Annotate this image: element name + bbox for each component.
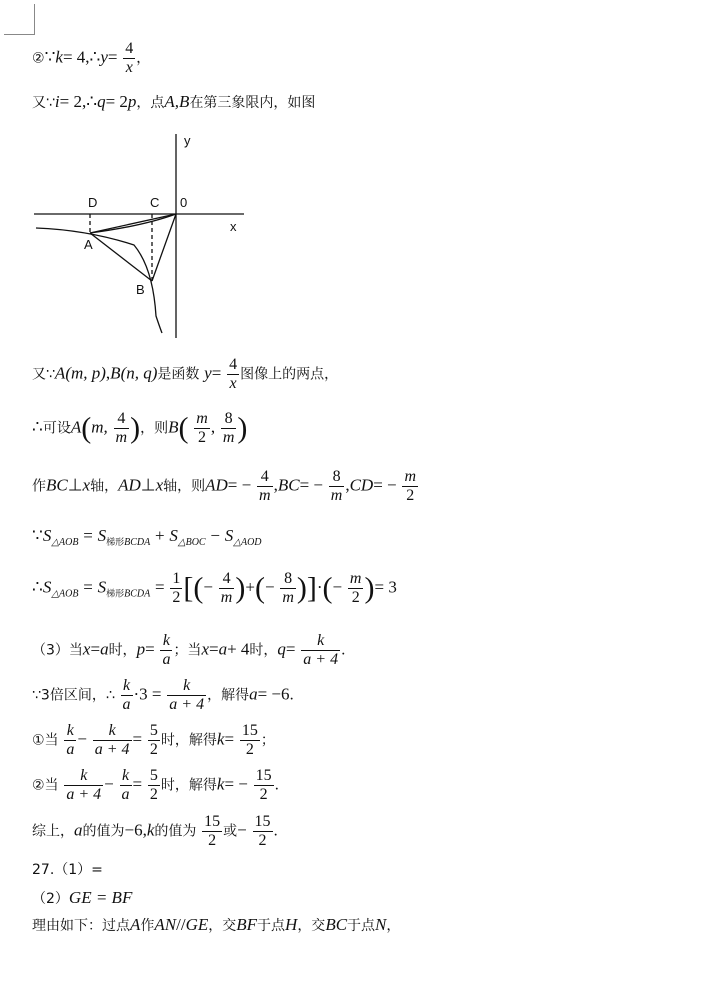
text: ，交: [208, 918, 237, 934]
var-k: k: [216, 774, 225, 794]
var-p: p: [136, 639, 146, 659]
therefore-sign: ∴: [32, 577, 43, 597]
var-q: q: [277, 639, 286, 659]
denominator: a: [121, 786, 130, 803]
minus: −: [77, 729, 87, 749]
point-n: N: [375, 915, 387, 934]
label-o: 0: [180, 195, 188, 210]
denominator: m: [330, 487, 343, 504]
text: 的值为: [154, 823, 197, 840]
coords: (n, q): [120, 363, 158, 383]
equals: =: [211, 363, 222, 383]
segment-oa: [90, 214, 176, 233]
equals: =: [285, 639, 296, 659]
var-k: k: [216, 729, 225, 749]
numerator: 4: [257, 468, 273, 487]
var-a: a: [74, 820, 83, 840]
subscript-cn: 梯形: [106, 589, 125, 600]
line-8: [32, 632, 355, 669]
value: −6,: [124, 820, 147, 840]
var-x: x: [82, 639, 91, 659]
text: = −: [373, 475, 397, 495]
fraction: [348, 570, 364, 607]
var-i: i: [54, 92, 60, 111]
text: = −6: [257, 684, 290, 704]
area-s: S: [97, 577, 107, 597]
area-s: S: [169, 526, 178, 545]
circled-2: ②: [32, 50, 45, 67]
var-k: k: [146, 820, 155, 840]
minus: −: [237, 820, 247, 840]
denominator: 2: [198, 429, 207, 446]
text: 时，: [108, 642, 137, 659]
subscript: △BOC: [177, 537, 206, 548]
numerator: k: [64, 767, 103, 786]
line-13: [32, 862, 103, 877]
seg-bc: BC: [46, 475, 68, 495]
numerator: 15: [241, 722, 258, 739]
text: 可设: [42, 420, 71, 437]
line-6: [32, 527, 262, 548]
comma: ，: [136, 50, 151, 67]
numerator: 8: [329, 468, 345, 487]
text: = 2,∴: [59, 92, 98, 111]
semicolon: ；: [260, 732, 275, 749]
var-q: q: [97, 92, 106, 111]
fraction: [148, 722, 160, 759]
denominator: 2: [258, 832, 267, 849]
segment-bo: [152, 214, 176, 281]
numerator: 4: [219, 570, 235, 589]
comma: ,: [210, 417, 216, 437]
point-h: H: [285, 915, 298, 934]
point-a: A: [54, 363, 66, 383]
result: = 3: [374, 577, 397, 597]
fraction: [227, 356, 239, 393]
var-a: a: [100, 639, 109, 659]
equation: GE = BF: [68, 888, 133, 907]
text: 作: [32, 478, 46, 495]
var-a: a: [218, 639, 228, 659]
equals: =: [145, 639, 155, 659]
numerator: 4: [125, 40, 134, 57]
fraction: [93, 722, 132, 759]
fraction: [114, 410, 130, 447]
label-y: y: [184, 133, 191, 148]
text: 轴，: [90, 478, 119, 495]
seg-bc: BC: [325, 915, 348, 934]
comma: ,: [345, 475, 350, 495]
text: = 4,∴: [62, 47, 101, 67]
label-b: B: [136, 282, 145, 297]
text: 时，: [249, 642, 278, 659]
seg-ge: GE: [185, 915, 209, 934]
text: ，则: [140, 420, 169, 437]
parallel: //: [176, 915, 186, 934]
text: 又∵: [32, 366, 55, 383]
point-b: B: [168, 417, 179, 437]
comma: ,: [105, 363, 111, 383]
subscript-cn: 梯形: [106, 538, 125, 548]
fraction: [123, 40, 135, 77]
subscript: BCDA: [124, 537, 151, 548]
equals: =: [132, 774, 143, 794]
subscript: △AOB: [51, 588, 79, 600]
text: 在第三象限内，如图: [189, 95, 316, 111]
fraction: [301, 632, 340, 669]
numerator: 8: [280, 570, 296, 589]
fraction: [219, 570, 235, 607]
fraction: [120, 767, 132, 804]
text: 27.（1）=: [32, 862, 103, 878]
fraction: [257, 468, 273, 505]
denominator: 2: [149, 741, 158, 758]
text: 图像上的两点，: [240, 366, 339, 383]
line-10: [32, 722, 275, 759]
var-x: x: [155, 475, 164, 495]
denominator: 2: [172, 589, 181, 606]
denominator: 2: [208, 832, 217, 849]
equals: =: [155, 577, 165, 597]
line-4: ∴可设A(m, $\frac{4}{m}$ )，则B( $\frac{m}{2}$ , $\frac{8}{m}$ ): [32, 410, 248, 446]
period: ．: [273, 823, 288, 840]
equals: =: [208, 639, 219, 659]
fraction: [170, 570, 182, 607]
text: 轴，则: [163, 478, 206, 495]
text: = −: [299, 475, 323, 495]
fraction: [148, 767, 160, 804]
denominator: a: [122, 696, 131, 713]
numerator: 15: [255, 767, 272, 784]
denominator: m: [220, 589, 233, 606]
denominator: m: [259, 487, 271, 504]
seg-bc: BC: [277, 475, 300, 495]
denominator: 2: [149, 786, 158, 803]
denominator: 2: [406, 487, 415, 504]
coordinate-figure: [28, 128, 288, 343]
equals: =: [83, 526, 93, 545]
denominator: a + 4: [169, 696, 205, 713]
seg-ad: AD: [118, 475, 141, 495]
text: （3）当: [32, 642, 83, 659]
numerator: k: [64, 722, 76, 741]
text: 时，解得: [160, 732, 217, 749]
equals: =: [224, 729, 235, 749]
label-d: D: [88, 195, 98, 210]
therefore-sign: ∴: [32, 417, 43, 437]
var-x: x: [201, 639, 209, 659]
seg-ad: AD: [205, 475, 228, 495]
label-c: C: [150, 195, 160, 210]
area-s: S: [97, 526, 107, 545]
text: ；当: [173, 642, 202, 659]
line-14: [32, 889, 132, 906]
text: ①当: [32, 732, 59, 749]
text: ，解得: [207, 687, 250, 704]
plus: +: [155, 526, 165, 545]
text: ·3 =: [133, 684, 162, 704]
denominator: m: [222, 429, 235, 446]
text: 综上，: [32, 823, 74, 840]
text: = 2: [105, 92, 128, 111]
text: （2）: [32, 891, 69, 907]
coords: (m, p): [65, 363, 106, 383]
fraction: [64, 722, 76, 759]
line-1: [32, 40, 150, 77]
area-s: S: [42, 526, 52, 545]
subscript: △AOB: [51, 537, 79, 548]
period: ．: [341, 642, 356, 659]
denominator: a + 4: [303, 651, 339, 668]
equals: =: [132, 729, 143, 749]
subscript: △AOD: [233, 537, 262, 548]
numerator: 5: [149, 767, 158, 784]
text: ∵3倍区间，∴: [32, 687, 115, 704]
subscript: BCDA: [124, 588, 151, 600]
minus: −: [104, 774, 114, 794]
page-corner-mark: [4, 4, 35, 35]
numerator: 4: [229, 356, 238, 373]
text: ，点: [136, 95, 165, 111]
var-k: k: [55, 47, 63, 67]
text: = −: [224, 774, 248, 794]
denominator: 2: [245, 741, 254, 758]
point-a: A: [70, 417, 82, 437]
var-y: y: [204, 363, 212, 383]
because-sign: ∵: [44, 47, 56, 67]
minus: −: [210, 526, 220, 545]
period: ．: [289, 687, 304, 704]
numerator: k: [167, 677, 206, 696]
comma: ，: [386, 918, 401, 934]
denominator: a: [66, 741, 75, 758]
line-5: [32, 468, 419, 505]
period: ．: [274, 777, 289, 794]
point-a: A: [130, 915, 141, 934]
fraction: [240, 722, 260, 759]
perp: ⊥: [67, 475, 83, 495]
fraction: [64, 767, 103, 804]
denominator: x: [229, 375, 237, 392]
text: 作: [140, 918, 155, 934]
fraction: [221, 410, 237, 447]
fraction: [253, 813, 273, 850]
line-12: [32, 813, 288, 850]
line-3: [32, 356, 338, 393]
numerator: 15: [204, 813, 221, 830]
fraction: [329, 468, 345, 505]
var-x: x: [82, 475, 91, 495]
fraction: [194, 410, 210, 447]
denominator: x: [125, 59, 133, 76]
seg-an: AN: [154, 915, 177, 934]
text: 于点: [347, 918, 376, 934]
var-p: p: [127, 92, 137, 111]
text: 或: [223, 823, 238, 840]
text: 时，解得: [160, 777, 217, 794]
text: 又∵: [32, 95, 55, 111]
area-s: S: [42, 577, 52, 597]
text: 的值为: [82, 823, 125, 840]
fraction: [167, 677, 206, 714]
fraction: [402, 468, 418, 505]
text: + 4: [227, 639, 250, 659]
denominator: a: [162, 651, 171, 668]
var-y: y: [100, 47, 108, 67]
numerator: 5: [149, 722, 158, 739]
denominator: m: [282, 589, 294, 606]
area-s: S: [224, 526, 234, 545]
denominator: m: [115, 429, 128, 446]
numerator: k: [93, 722, 132, 741]
fraction: [254, 767, 274, 804]
denominator: 2: [259, 786, 268, 803]
label-a: A: [84, 237, 93, 252]
fraction: [202, 813, 222, 850]
text: ，交: [297, 918, 326, 934]
denominator: a + 4: [66, 786, 102, 803]
fraction: [121, 677, 133, 714]
equals: =: [90, 639, 101, 659]
text: = −: [227, 475, 252, 495]
numerator: k: [160, 632, 172, 651]
numerator: 8: [221, 410, 237, 429]
text: ②当: [32, 777, 59, 794]
equals: =: [83, 577, 93, 597]
numerator: k: [301, 632, 340, 651]
numerator: k: [121, 677, 133, 696]
text: 是函数: [157, 366, 200, 383]
seg-bf: BF: [236, 915, 258, 934]
denominator: a + 4: [94, 741, 130, 758]
coord: m,: [91, 417, 108, 437]
numerator: 1: [172, 570, 181, 587]
seg-cd: CD: [349, 475, 374, 495]
point-b: B: [110, 363, 121, 383]
var-a: a: [249, 684, 258, 704]
line-2: [32, 93, 315, 110]
fraction: [160, 632, 172, 669]
because-sign: ∵: [32, 526, 43, 545]
fraction: [280, 570, 296, 607]
numerator: m: [349, 570, 362, 587]
text: 理由如下：过点: [32, 918, 130, 934]
denominator: 2: [351, 589, 360, 606]
text: 于点: [257, 918, 286, 934]
line-15: [32, 916, 400, 933]
line-11: [32, 767, 289, 804]
hyperbola-curve: [36, 228, 162, 333]
numerator: k: [120, 767, 132, 786]
comma: ,: [273, 475, 278, 495]
numerator: 4: [114, 410, 130, 429]
segment-ab: [90, 233, 152, 281]
perp: ⊥: [140, 475, 156, 495]
line-7: $\therefore S_{\triangle AOB} = S_{梯形BCDA}$ = $\frac{1}{2}$ [(− $\frac{4}{m}$ )+(− $\frac{8}{m}$ )]·(− $\frac{m}{2}$ )= 3: [32, 570, 397, 606]
numerator: m: [404, 468, 416, 485]
numerator: m: [196, 410, 208, 427]
numerator: 15: [254, 813, 271, 830]
points-ab: A,B: [164, 92, 190, 111]
line-9: [32, 677, 304, 714]
label-x: x: [230, 219, 237, 234]
equals: =: [107, 47, 118, 67]
